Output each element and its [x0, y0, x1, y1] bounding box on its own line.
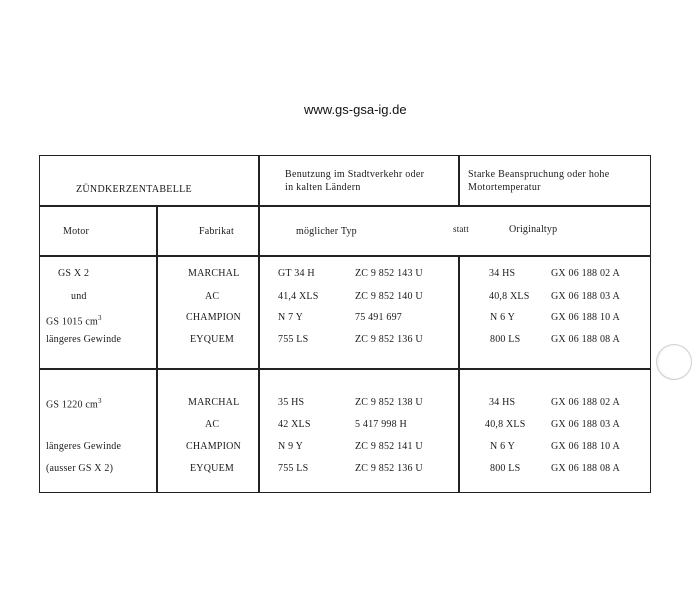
motor-thread-1: längeres Gewinde: [46, 334, 122, 345]
type-cell: 42 XLS: [278, 419, 311, 430]
motor-column-divider: [156, 205, 158, 493]
possible-type-column-header: möglicher Typ: [296, 226, 357, 237]
brand-cell: CHAMPION: [186, 441, 241, 452]
statt-label: statt: [453, 224, 469, 234]
orig-cell: 34 HS: [489, 397, 516, 408]
type-cell: 41,4 XLS: [278, 291, 319, 302]
orig-ref-cell: GX 06 188 08 A: [551, 334, 620, 345]
orig-ref-cell: GX 06 188 03 A: [551, 419, 620, 430]
website-url: www.gs-gsa-ig.de: [304, 102, 407, 117]
motor-column-header: Motor: [63, 226, 89, 237]
ref-cell: ZC 9 852 136 U: [355, 334, 423, 345]
orig-ref-cell: GX 06 188 08 A: [551, 463, 620, 474]
orig-cell: 40,8 XLS: [485, 419, 526, 430]
brand-cell: MARCHAL: [188, 268, 240, 279]
original-type-column-header: Originaltyp: [509, 224, 558, 235]
motor-und: und: [71, 291, 87, 302]
orig-cell: 800 LS: [490, 334, 521, 345]
city-usage-heading-1: Benutzung im Stadtverkehr oder: [285, 169, 425, 180]
orig-ref-cell: GX 06 188 10 A: [551, 441, 620, 452]
fabrikat-column-header: Fabrikat: [199, 226, 234, 237]
header-split-divider: [458, 155, 460, 206]
orig-cell: 800 LS: [490, 463, 521, 474]
motor-thread-2: längeres Gewinde: [46, 441, 122, 452]
orig-cell: 40,8 XLS: [489, 291, 530, 302]
orig-ref-cell: GX 06 188 02 A: [551, 397, 620, 408]
motor-gsx2: GS X 2: [58, 268, 90, 279]
ref-cell: ZC 9 852 141 U: [355, 441, 423, 452]
orig-ref-cell: GX 06 188 03 A: [551, 291, 620, 302]
brand-cell: CHAMPION: [186, 312, 241, 323]
heavy-usage-heading-1: Starke Beanspruchung oder hohe: [468, 169, 610, 180]
type-cell: N 7 Y: [278, 312, 304, 323]
ref-cell: ZC 9 852 143 U: [355, 268, 423, 279]
motor-gs1220: GS 1220 $cm^3$: [46, 397, 102, 411]
type-cell: GT 34 H: [278, 268, 315, 279]
header-divider: [39, 205, 651, 207]
subheader-divider: [39, 255, 651, 257]
brand-cell: AC: [205, 419, 220, 430]
ref-cell: ZC 9 852 140 U: [355, 291, 423, 302]
original-column-divider: [458, 255, 460, 493]
brand-cell: MARCHAL: [188, 397, 240, 408]
type-cell: 755 LS: [278, 334, 309, 345]
type-cell: 755 LS: [278, 463, 309, 474]
brand-cell: AC: [205, 291, 220, 302]
type-cell: N 9 Y: [278, 441, 304, 452]
ref-cell: ZC 9 852 138 U: [355, 397, 423, 408]
ref-cell: 5 417 998 H: [355, 419, 407, 430]
brand-column-divider: [258, 155, 260, 493]
orig-cell: N 6 Y: [490, 312, 516, 323]
brand-cell: EYQUEM: [190, 334, 234, 345]
type-cell: 35 HS: [278, 397, 305, 408]
orig-cell: 34 HS: [489, 268, 516, 279]
motor-gs1015: GS 1015 $cm^3$: [46, 314, 102, 328]
ref-cell: ZC 9 852 136 U: [355, 463, 423, 474]
orig-ref-cell: GX 06 188 10 A: [551, 312, 620, 323]
city-usage-heading-2: in kalten Ländern: [285, 182, 361, 193]
punch-hole-mark: [656, 344, 692, 380]
motor-exception: (ausser GS X 2): [46, 463, 114, 474]
block-divider: [39, 368, 651, 370]
orig-ref-cell: GX 06 188 02 A: [551, 268, 620, 279]
heavy-usage-heading-2: Motortemperatur: [468, 182, 541, 193]
ref-cell: 75 491 697: [355, 312, 402, 323]
brand-cell: EYQUEM: [190, 463, 234, 474]
table-title: ZÜNDKERZENTABELLE: [76, 184, 192, 195]
orig-cell: N 6 Y: [490, 441, 516, 452]
